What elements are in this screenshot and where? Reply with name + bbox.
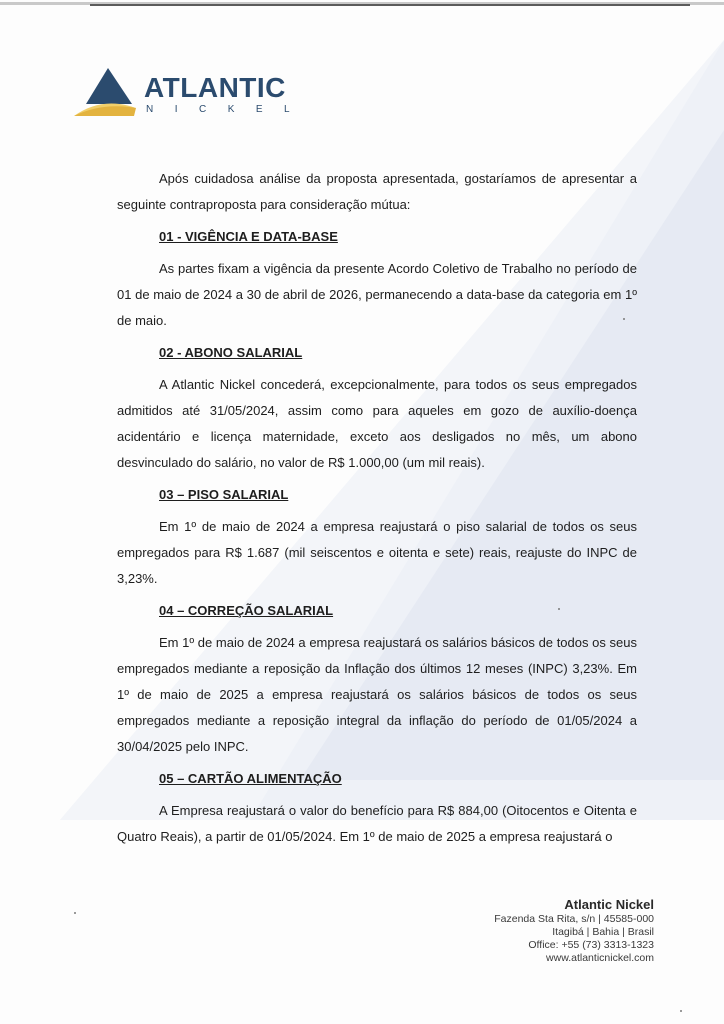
section-heading: 01 - VIGÊNCIA E DATA-BASE — [159, 229, 338, 244]
section-heading: 04 – CORREÇÃO SALARIAL — [159, 603, 334, 618]
footer-address-line: Fazenda Sta Rita, s/n | 45585-000 — [494, 913, 654, 925]
section-text: Em 1º de maio de 2024 a empresa reajustará o piso salarial de todos os seus empregados para R$ 1.687 (mil seiscentos e oitenta e sete) reais, reajuste do INPC de 3,23%. — [117, 519, 637, 586]
scan-speck — [623, 318, 625, 320]
scan-speck — [680, 1010, 682, 1012]
section-heading: 03 – PISO SALARIAL — [159, 487, 289, 502]
intro-paragraph: Após cuidadosa análise da proposta apresentada, gostaríamos de apresentar a seguinte contraproposta para consideração mútua: — [117, 171, 637, 212]
scan-speck — [558, 608, 560, 610]
footer-phone: Office: +55 (73) 3313-1323 — [528, 939, 654, 951]
document-body — [117, 166, 637, 850]
section-text: A Empresa reajustará o valor do benefício para R$ 884,00 (Oitocentos e Oitenta e Quatro Reais), a partir de 01/05/2024. Em 1º de maio de 2025 a empresa reajustará o — [117, 803, 637, 844]
footer-company: Atlantic Nickel — [564, 897, 654, 912]
section-heading: 05 – CARTÃO ALIMENTAÇÃO — [159, 771, 342, 786]
logo-subname: NICKEL — [146, 104, 312, 115]
section-text: As partes fixam a vigência da presente Acordo Coletivo de Trabalho no período de 01 de maio de 2024 a 30 de abril de 2026, permanecendo a data-base da categoria em 1º de maio. — [117, 261, 637, 328]
scan-speck — [74, 912, 76, 914]
footer-city: Itagibá | Bahia | Brasil — [552, 926, 654, 938]
logo-name: ATLANTIC — [144, 72, 286, 103]
section-heading: 02 - ABONO SALARIAL — [159, 345, 303, 360]
footer-address — [494, 897, 654, 965]
section-text: Em 1º de maio de 2024 a empresa reajustará os salários básicos de todos os seus empregados mediante a reposição da Inflação dos últimos 12 meses (INPC) 3,23%. Em 1º de maio de 2025 a empresa reajustará os salários básicos de todos os seus empregados mediante a reposição integral da inflação do período de 01/05/2024 a 30/04/2025 pelo INPC. — [117, 635, 637, 754]
footer-website: www.atlanticnickel.com — [546, 952, 654, 964]
section-text: A Atlantic Nickel concederá, excepcionalmente, para todos os seus empregados admitidos até 31/05/2024, assim como para aqueles em gozo de auxílio-doença acidentário e licença maternidade, exceto aos desligados no mês, um abono desvinculado do salário, no valor de R$ 1.000,00 (um mil reais). — [117, 377, 637, 470]
